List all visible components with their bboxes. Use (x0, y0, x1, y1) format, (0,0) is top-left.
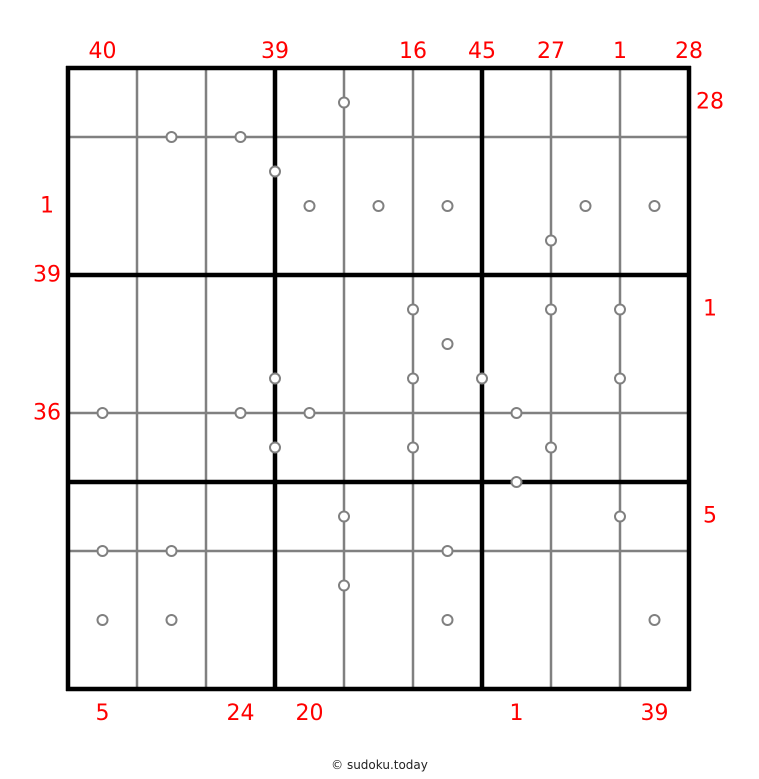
dot-marker (305, 201, 315, 211)
dot-marker (443, 615, 453, 625)
dot-marker (443, 201, 453, 211)
right-clue: 28 (696, 89, 724, 115)
dot-marker (167, 546, 177, 556)
dot-marker (408, 443, 418, 453)
right-clue: 5 (703, 503, 717, 529)
dot-marker (546, 305, 556, 315)
dot-marker (167, 132, 177, 142)
bottom-clue: 20 (295, 701, 324, 726)
bottom-clue: 1 (509, 701, 524, 726)
left-clue: 1 (40, 193, 54, 219)
dot-marker (615, 305, 625, 315)
grid-thick-lines (66, 66, 691, 691)
dot-marker (443, 339, 453, 349)
dot-marker (512, 408, 522, 418)
bottom-clue: 5 (95, 701, 110, 726)
dot-marker (546, 236, 556, 246)
dot-marker (546, 443, 556, 453)
dot-marker (615, 374, 625, 384)
dot-markers (98, 98, 660, 626)
dot-marker (477, 374, 487, 384)
dot-marker (167, 615, 177, 625)
dot-marker (98, 615, 108, 625)
dot-marker (236, 408, 246, 418)
dot-marker (236, 132, 246, 142)
left-clue: 39 (33, 262, 61, 288)
dot-marker (408, 305, 418, 315)
dot-marker (339, 581, 349, 591)
dot-marker (443, 546, 453, 556)
dot-marker (650, 201, 660, 211)
bottom-clue: 39 (640, 701, 669, 726)
top-clue: 27 (537, 39, 565, 64)
dot-marker (581, 201, 591, 211)
left-clue: 36 (33, 400, 61, 426)
dot-marker (270, 374, 280, 384)
copyright-footer: © sudoku.today (331, 758, 428, 772)
top-clue: 28 (675, 39, 703, 64)
dot-marker (615, 512, 625, 522)
top-clue: 40 (88, 39, 117, 64)
dot-marker (650, 615, 660, 625)
top-clue: 16 (399, 39, 427, 64)
bottom-clue: 24 (226, 701, 255, 726)
dot-marker (339, 512, 349, 522)
dot-marker (98, 546, 108, 556)
top-clue: 1 (613, 39, 627, 64)
top-clue: 45 (468, 39, 496, 64)
right-clue: 1 (703, 296, 717, 322)
grid-thin-lines (68, 68, 689, 689)
dot-marker (270, 167, 280, 177)
dot-marker (374, 201, 384, 211)
dot-marker (512, 477, 522, 487)
dot-marker (270, 443, 280, 453)
top-clue: 39 (261, 39, 289, 64)
dot-marker (305, 408, 315, 418)
dot-marker (339, 98, 349, 108)
dot-marker (98, 408, 108, 418)
dot-marker (408, 374, 418, 384)
